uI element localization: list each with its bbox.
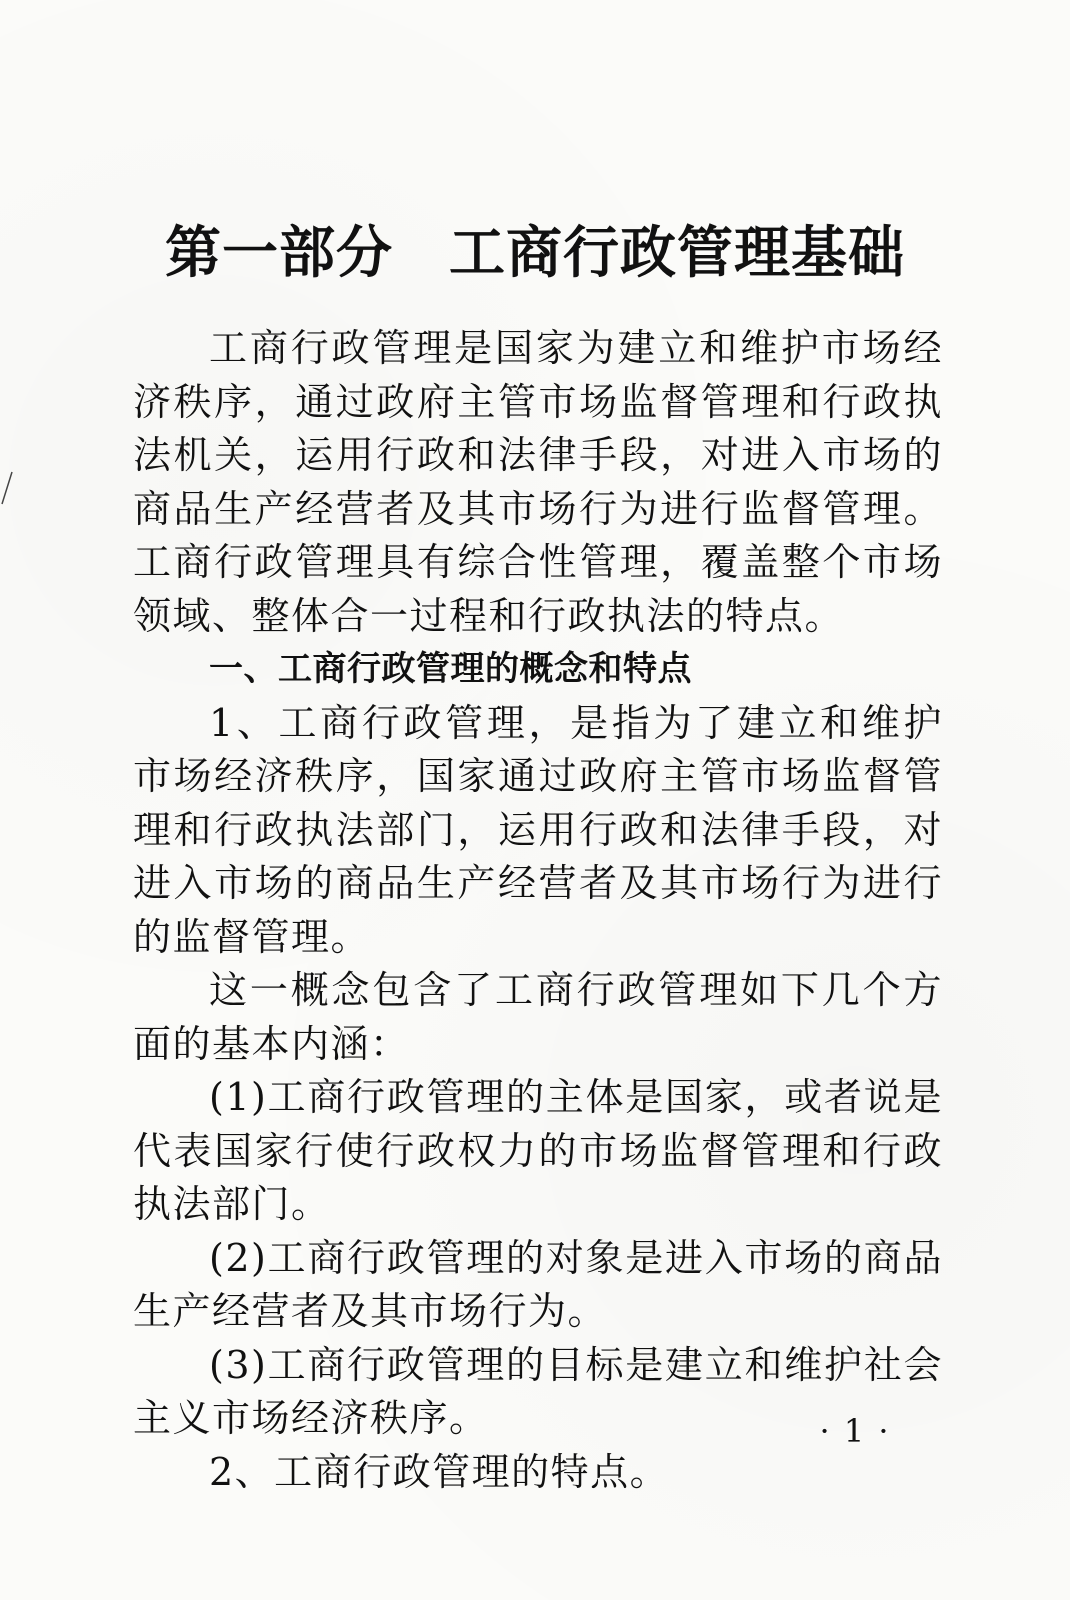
scan-artifact-line	[0, 470, 14, 506]
list-item-subject: (1)工商行政管理的主体是国家，或者说是代表国家行使行政权力的市场监督管理和行政执法部门。	[133, 1075, 943, 1226]
list-item-goal: (3)工商行政管理的目标是建立和维护社会主义市场经济秩序。	[133, 1342, 943, 1440]
body-text	[133, 322, 943, 1499]
intro-paragraph: 工商行政管理是国家为建立和维护市场经济秩序，通过政府主管市场监督管理和行政执法机关，运用行政和法律手段，对进入市场的商品生产经营者及其市场行为进行监督管理。工商行政管理具有综合性管理，覆盖整个市场领域、整体合一过程和行政执法的特点。	[133, 326, 943, 638]
section-heading: 一、工商行政管理的概念和特点	[209, 649, 692, 689]
title-main-label: 工商行政管理基础	[449, 220, 905, 286]
list-item-object: (2)工商行政管理的对象是进入市场的商品生产经营者及其市场行为。	[133, 1235, 943, 1333]
page-number: · 1 ·	[819, 1412, 891, 1450]
page-title	[0, 218, 1070, 288]
definition-paragraph: 1、工商行政管理，是指为了建立和维护市场经济秩序，国家通过政府主管市场监督管理和行政执法部门，运用行政和法律手段，对进入市场的商品生产经营者及其市场行为进行的监督管理。	[133, 700, 943, 959]
characteristics-paragraph: 2、工商行政管理的特点。	[209, 1449, 670, 1494]
concept-intro-paragraph: 这一概念包含了工商行政管理如下几个方面的基本内涵：	[133, 968, 943, 1066]
title-part-label: 第一部分	[165, 220, 393, 286]
